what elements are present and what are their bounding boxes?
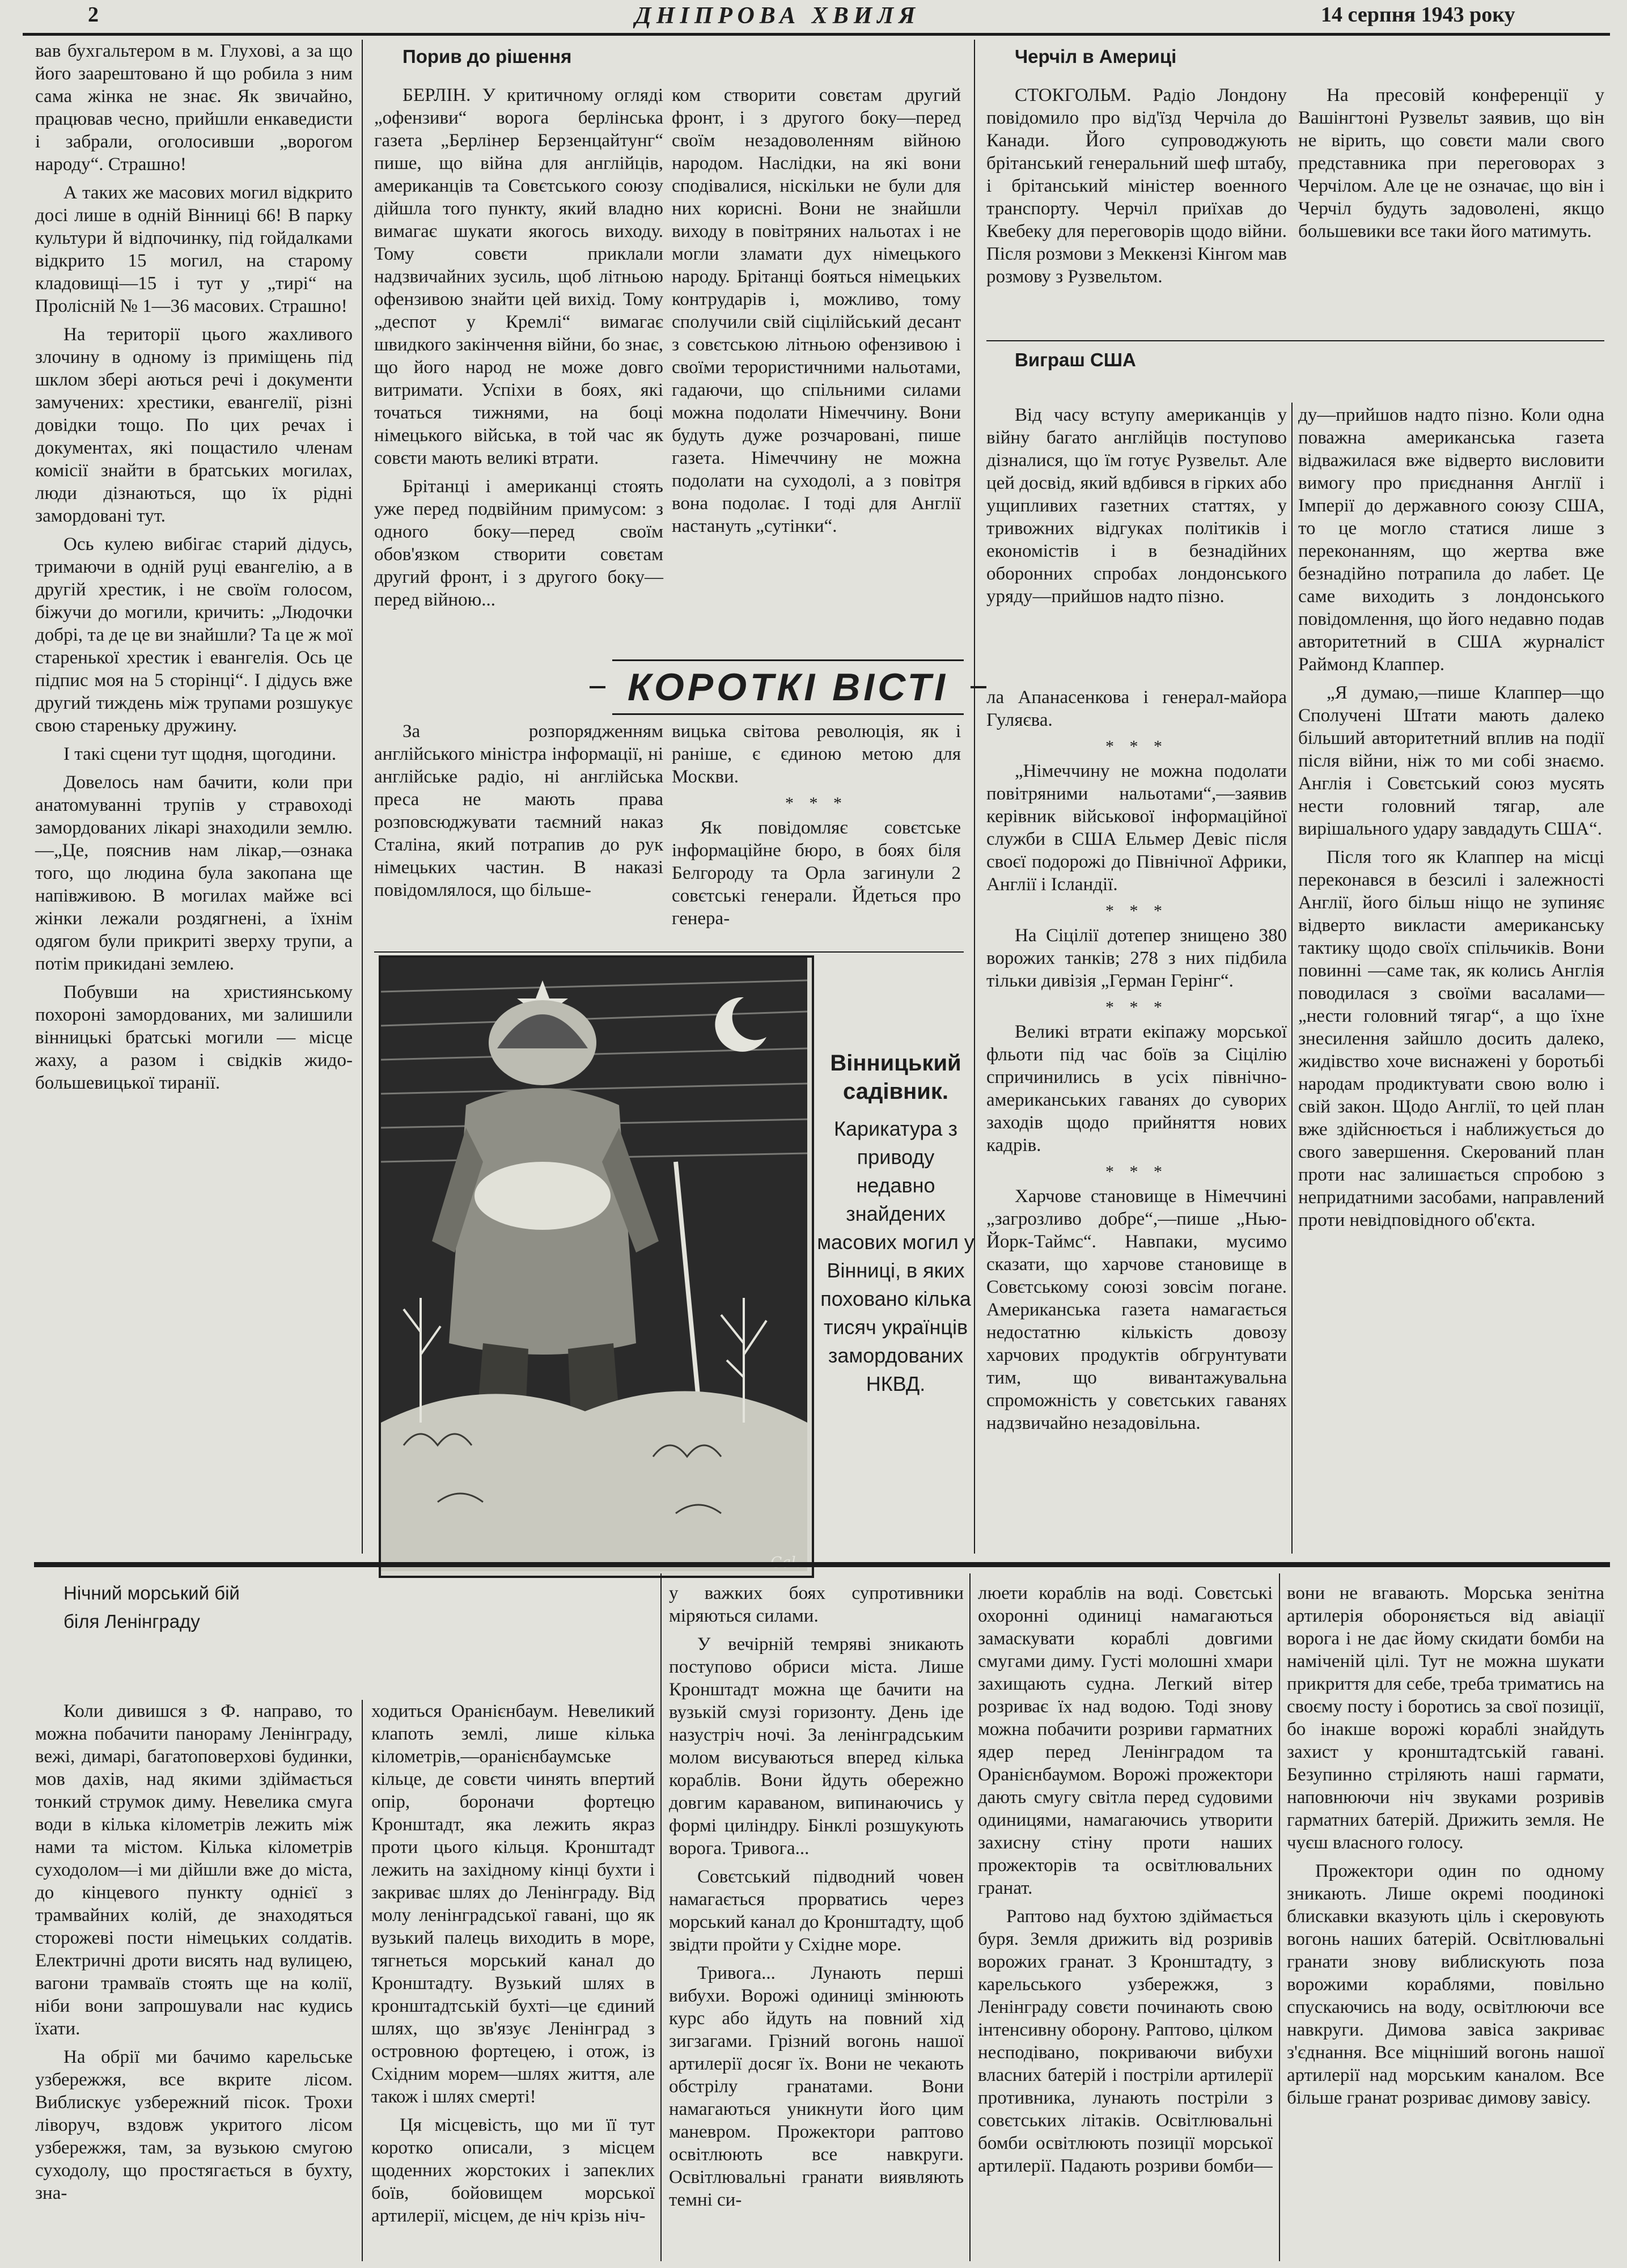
masthead-rule (23, 33, 1610, 36)
article-usa-col-a (986, 404, 1287, 653)
page-number: 2 (88, 3, 99, 27)
paragraph: ходиться Оранієнбаум. Невеликий клапоть землі, лише кілька кілометрів,—оранієнбаумське кільце, де совєти чинять впертий опір, бороначи фортецю Кронштадт, яка лежить якраз проти цього кільця. Кронштадт лежить на західному кінці бухти і закриває шлях до Ленінграду. Від молу ленінградської гавані, що як вузький палець виходить в море, тягнеться морський канал до Кронштадту. Вузький шлях в кронштадтській бухті—це єдиний шлях, що зв'язує Ленінград з островною фортецею, і отож, із Східним морем—шлях життя, але також і шлях смерті! (371, 1701, 655, 2107)
paragraph: Побувши на християнському похороні замордованих, ми залишили вінницькі братські могили — місце жаху, а разом і свідків жидо-большевицької тиранії. (35, 982, 353, 1093)
paragraph: А таких же масових могил відкрито досі лише в одній Вінниці 66! В парку культури й відпочинку, під гойдалками відкрито 15 могил, на старому кладовищі—15 і тут у „тирі“ на Пролісній № 1—36 масових. Страшно! (35, 183, 353, 316)
paragraph: СТОКГОЛЬМ. Радіо Лондону повідомило про від'їзд Черчіла до Канади. Його супроводжують брітанський генеральний шеф штабу, і брітанський міністер военного транспорту. Черчіл приїхав до Квебеку для переговорів щодо війни. Після розмови з Меккензі Кінгом мав розмову з Рузвельтом. (986, 85, 1287, 287)
paragraph: На Сіцілії дотепер знищено 380 ворожих танків; 278 з них підбила тільки дивізія „Герман Герінг“. (986, 925, 1287, 991)
short-news-title: КОРОТКІ ВІСТІ (627, 666, 949, 709)
article-churchill-col-b (1298, 84, 1604, 339)
short-news-banner (612, 659, 964, 715)
masthead (0, 0, 1627, 34)
article-leningrad-col-b (371, 1700, 655, 2261)
cartoon-gardener-image (381, 958, 807, 1571)
column-divider (1291, 403, 1293, 1554)
paragraph: За розпорядженням англійського міністра інформації, ні англійське радіо, ні англійська преса не мають права розповсюджувати таємний наказ Сталіна, який потрапив до рук німецьких частин. В наказі повідомлялося, що більше- (374, 721, 663, 900)
paragraph: На території цього жахливого злочину в одному із приміщень під шклом збері аються речі і документи замучених: хрестики, евангелії, різні довідки тощо. По цих речах і документах, які пощастило членам комісії знайти в братських могилах, люди дізнаються, що їх рідні замордовані тут. (35, 324, 353, 526)
paragraph: у важких боях супротивники міряються силами. (669, 1583, 964, 1626)
newspaper-title: ДНІПРОВА ХВИЛЯ (635, 3, 921, 29)
paragraph: ком створити совєтам другий фронт, і з другого боку—перед своїм незадоволенням війною народом. Наслідки, на які вони сподівалися, ніскільки не були для них корисні. Вони не знайшли виходу в повітряних нальотах і не могли зламати дух німецького народу. Брітанці бояться німецьких контрударів і, можливо, тому сполучили свій сіцілійський десант з совєтською літньою офензивою і своїми терористичними нальотами, гадаючи, що спільними силами можна подолати Німеччину. Вони будуть дуже розчаровані, пише газета. Німеччину не можна подолати на суходолі, а з повітря вона подолає. І тоді для Англії настануть „сутінки“. (672, 85, 961, 536)
article-leningrad-col-c (669, 1582, 964, 2261)
paragraph: На пресовій конференції у Вашінгтоні Рузвельт заявив, що він не вірить, що совєти мали свого представника при переговорах з Черчілом. Але це не означає, що він і Черчіл будуть задоволені, якщо большевики все таки його матимуть. (1298, 85, 1604, 242)
cartoon-illustration (379, 955, 814, 1578)
separator-stars: * * * (1105, 998, 1168, 1017)
paragraph: ла Апанасенкова і генерал-майора Гуляєва. (986, 687, 1287, 730)
bottom-section-rule (34, 1562, 1610, 1567)
article-leningrad-col-d (978, 1582, 1273, 2261)
column-divider (362, 40, 363, 1554)
article-porvy-col-a (374, 84, 663, 610)
article-headline-line2: біля Ленінграду (63, 1611, 200, 1632)
paragraph: Ця місцевість, що ми її тут коротко описали, з місцем щоденних жорстоких і запеклих боїв, бойовищем морської артилерії, місцем, де ніч крізь ніч- (371, 2115, 655, 2226)
article-leningrad-headline-block (35, 1582, 647, 1695)
article-porvy-headline-block (374, 45, 964, 79)
article-usa-col-b (1298, 404, 1604, 1555)
article-headline: Виграш США (1015, 349, 1136, 370)
paragraph: Прожектори один по одному зникають. Лише окремі поодинокі блискавки вказують ціль і скеровують вогонь наших батерій. Освітлювальні гранати знову виблискують поза ворожими кораблями, повільно спускаючись на воду, освітлюючи все навкруги. Димова завіса закриває з'єднання. Все міцніший вогонь нашої артилерії над морським каналом. Все більше гранат розриває димову завісу. (1287, 1861, 1604, 2108)
article-leningrad-col-a (35, 1700, 353, 2261)
paragraph: „Німеччину не можна подолати повітряними нальотами“,—заявив керівник військової інформаційної служби в США Ельмер Девіс після своєї подорожі до Північної Африки, Англії і Ісландії. (986, 761, 1287, 895)
separator-stars: * * * (1105, 902, 1168, 920)
paragraph: Совєтський підводний човен намагається прорватись через морський канал до Кронштадту, щоб звідти пройти у Східне море. (669, 1867, 964, 1955)
article-porvy-col-b (672, 84, 961, 572)
separator-stars: * * * (1105, 1162, 1168, 1181)
paragraph: вицька світова революція, як і раніше, є єдиною метою для Москви. (672, 721, 961, 787)
cartoon-title: Вінницький садівник. (830, 1051, 961, 1104)
column-divider (969, 1573, 971, 2261)
paragraph: „Я думаю,—пише Клаппер—що Сполучені Штати мають далеко більший авторитетний вплив на події після війни, ніж то ми собі знаємо. Англія і Совєтський союз мусять нести головний тягар, але вирішального удару завдадуть США“. (1298, 683, 1604, 839)
short-news-bottom-rule (374, 951, 964, 953)
article-headline: Порив до рішення (402, 46, 572, 67)
paragraph: На обрії ми бачимо карельське узбережжя, все вкрите лісом. Виблискує узбережний пісок. Трохи ліворуч, вздовж укритого лісом узбережжя, там, за вузькою смугою суходолу, що простягається в бухту, зна- (35, 2047, 353, 2203)
separator-stars: * * * (1105, 737, 1168, 756)
paragraph: І такі сцени тут щодня, щогодини. (63, 744, 337, 764)
paragraph: люети кораблів на воді. Совєтські охоронні одиниці намагаються замаскувати кораблі довгими смугами диму. Густі молошні хмари захищають судна. Легкий вітер розриває їх над водою. Тоді знову можна побачити розриви гарматних ядер перед Ленінградом та Оранієнбаумом. Ворожі прожектори дають смугу світла перед судовими одиницями, намагаючись утворити захисну стіну проти наших прожекторів та освітлювальних гранат. (978, 1583, 1273, 1898)
paragraph: Харчове становище в Німеччині „загрозливо добре“,—пише „Нью-Йорк-Таймс“. Навпаки, мусимо сказати, що харчове становище в Совєтському союзі зовсім погане. Американська газета намагається недостатню кількість довозу харчових продуктів обгрунтувати тим, що вивантажувальна спроможність у совєтських гаванях надзвичайно незадовільна. (986, 1186, 1287, 1433)
column-divider (362, 1700, 363, 2261)
short-news-col-a (374, 720, 663, 953)
paragraph: Після того як Клаппер на місці переконався в безсилі і залежності Англії, його більш ніщо не зупиняє відверто викласти американську тактику щодо своїх спільчиків. Вони повинні —саме так, як колись Англія поводилася з своїми васалами—„нести головний тягар“, а що їхне знесилення зайшло досить далеко, жидівство хоче виснажені у боротьбі народам продиктувати свою волю і свій закон. Щодо Англії, то цей план вже здійснюється і наближується до свого завершення. Скерований план проти нас залишається спробою з непридатними засобами, направлений проти невідповідного об'єкта. (1298, 847, 1604, 1230)
paragraph: ду—прийшов надто пізно. Коли одна поважна американська газета відважилася вже відверто висловити вимогу про приєднання Англії і Імперії до державного союзу США, то це могло статися лише з переконанням, що жертва вже безнадійно потрапила до лабет. Це саме виходить з лондонського повідомлення, що його недавно подав авторитетний в США журналіст Раймонд Клаппер. (1298, 405, 1604, 675)
article-headline: Черчіл в Америці (1015, 46, 1177, 67)
paragraph: Брітанці і американці стоять уже перед подвійним примусом: з одного боку—перед своїм обов'язком створити совєтам другий фронт, і з другого боку—перед війною... (374, 476, 663, 610)
section-rule (986, 340, 1604, 341)
paragraph: Як повідомляє совєтське інформаційне бюро, в боях біля Белгороду та Орла загинули 2 совєтські генерали. Йдеться про генера- (672, 818, 961, 929)
column-divider (660, 1573, 662, 2261)
paragraph: Тривога... Лунають перші вибухи. Ворожі одиниці змінюють курс або йдуть на повний хід зигзагами. Грізний вогонь нашої артилерії досяг їх. Вони не чекають обстрілу гранатами. Вони намагаються уникнути його цим маневром. Прожектори раптово освітлюють все навкруги. Освітлювальні гранати виявляють темні си- (669, 1963, 964, 2210)
article-headline: Нічний морський бій (63, 1582, 240, 1603)
paragraph: БЕРЛІН. У критичному огляді „офензиви“ ворога берлінська газета „Берлінер Берзенцайтунг“ пише, що війна для англійців, американців та Совєтського союзу дійшла того пункту, який владно вимагає шукати якогось виходу. Тому совєти приклали надзвичайних зусиль, щоб літньою офензивою знайти цей вихід. Тому „деспот у Кремлі“ вимагає швидкого закінчення війни, бо знає, що його народ не може довго витримати. Успіхи в боях, які точаться тижнями, на боці німецького війська, в той час як совєти мають великі втрати. (374, 85, 663, 468)
article-churchill-col-a (986, 84, 1287, 339)
separator-stars: * * * (785, 794, 848, 813)
column-divider (1279, 1573, 1280, 2261)
issue-date: 14 серпня 1943 року (1321, 3, 1515, 27)
short-news-col-c (986, 686, 1287, 1559)
paragraph: Ось кулею вибігає старий дідусь, тримаючи в одній руці евангелію, а в другій хрестик, і не своїм голосом, біжучи до могили, кричить: „Людочки добрі, та де це ви знайшли? Та це ж мої старенької хрестик і евангелія. Ось це підпис моя на 5 сторінці“. І дідусь вже другий тиждень між трупами розшукує свою стареньку дружину. (35, 534, 353, 736)
paragraph: Від часу вступу американців у війну багато англійців поступово дізналися, що їм готує Рузвельт. Але цей досвід, який вдбився в гірких або ущипливих газетних статтях, у тривожних відгуках політиків і економістів і в безнадійних оборонних спробах лондонського уряду—прийшов надто пізно. (986, 405, 1287, 607)
vinnytsia-report-column (35, 40, 353, 1559)
cartoon-caption: Карикатура з приводу недавно знайдених масових могил у Вінниці, в яких поховано кілька тисяч українців замордованих НКВД. (817, 1117, 974, 1395)
paragraph: вав бухгальтером в м. Глухові, а за що його заарештовано й що робила з ним сама жінка не знає. Як звичайно, працював чесно, прийшли енкаведисти і забрали, оголосивши „ворогом народу“. Страшно! (35, 41, 353, 175)
paragraph: вони не вгавають. Морська зенітна артилерія обороняється від авіації ворога і не дає йому скидати бомби на наміченій цілі. Тут не можна шукати прикриття для себе, треба триматись на своєму посту і боротись за свої позиції, бо інакше ворожі кораблі знайдуть захист у кронштадтській гавані. Безупинно стріляють наші гармати, наповнюючи ніч звуками розривів гарматних батерій. Дрижить земля. Не чуєш власного голосу. (1287, 1583, 1604, 1853)
article-leningrad-col-e (1287, 1582, 1604, 2261)
paragraph: Довелось нам бачити, коли при анатомуванні трупів у стравоході замордованих лікарі знаходили землю.—„Це, пояснив нам лікар,—ознака того, що людина була закопана ще напівживою. В могилах майже всі жінки лежали роздягнені, а їхнім одягом були прикриті зверху трупи, а потім прикидані землею. (35, 772, 353, 974)
short-news-col-b (672, 720, 961, 953)
cartoon-caption-block (816, 1049, 975, 1398)
article-churchill-headline-block (986, 45, 1604, 79)
paragraph: Раптово над бухтою здіймається буря. Земля дрижить від розривів ворожих гранат. З Кронштадту, з карельського узбережжя, з Ленінграду совєти починають свою інтенсивну оборону. Раптово, цілком несподівано, покриваючи вибухи власних батерій і постріли артилерії противника, лунають постріли з совєтських літаків. Освітлювальні бомби освітлюють позиції морської артилерії. Падають розриви бомби— (978, 1906, 1273, 2176)
paragraph: У вечірній темряві зникають поступово обриси міста. Лише Кронштадт можна ще бачити на вузькій смузі горизонту. День іде назустріч ночі. За ленінградським молом висуваються вперед кілька кораблів. Вони йдуть обережно довгим караваном, випинаючись у формі циліндру. Бінклі розшукують ворога. Тривога... (669, 1634, 964, 1859)
article-usa-headline-block (986, 349, 1604, 400)
paragraph: Великі втрати екіпажу морської фльоти під час боїв за Сіцілію спричинились в усіх північно-американських гаванях до суворих заходів щодо прийняття нових кадрів. (986, 1022, 1287, 1156)
paragraph: Коли дивишся з Ф. направо, то можна побачити панораму Ленінграду, вежі, димарі, багатоповерхові будинки, мов дахів, над якими здіймається тонкий струмок диму. Невелика смуга води в кілька кілометрів лежить між нами та містом. Кілька кілометрів суходолом—і ми дійшли вже до міста, до кінцевого пункту однієї з трамвайних колій, де знаходяться сторожеві пости німецьких солдатів. Електричні дроти висять над вулицею, вагони трамваїв стоять ще на колії, ніби вони запрошували нас кудись їхати. (35, 1701, 353, 2039)
